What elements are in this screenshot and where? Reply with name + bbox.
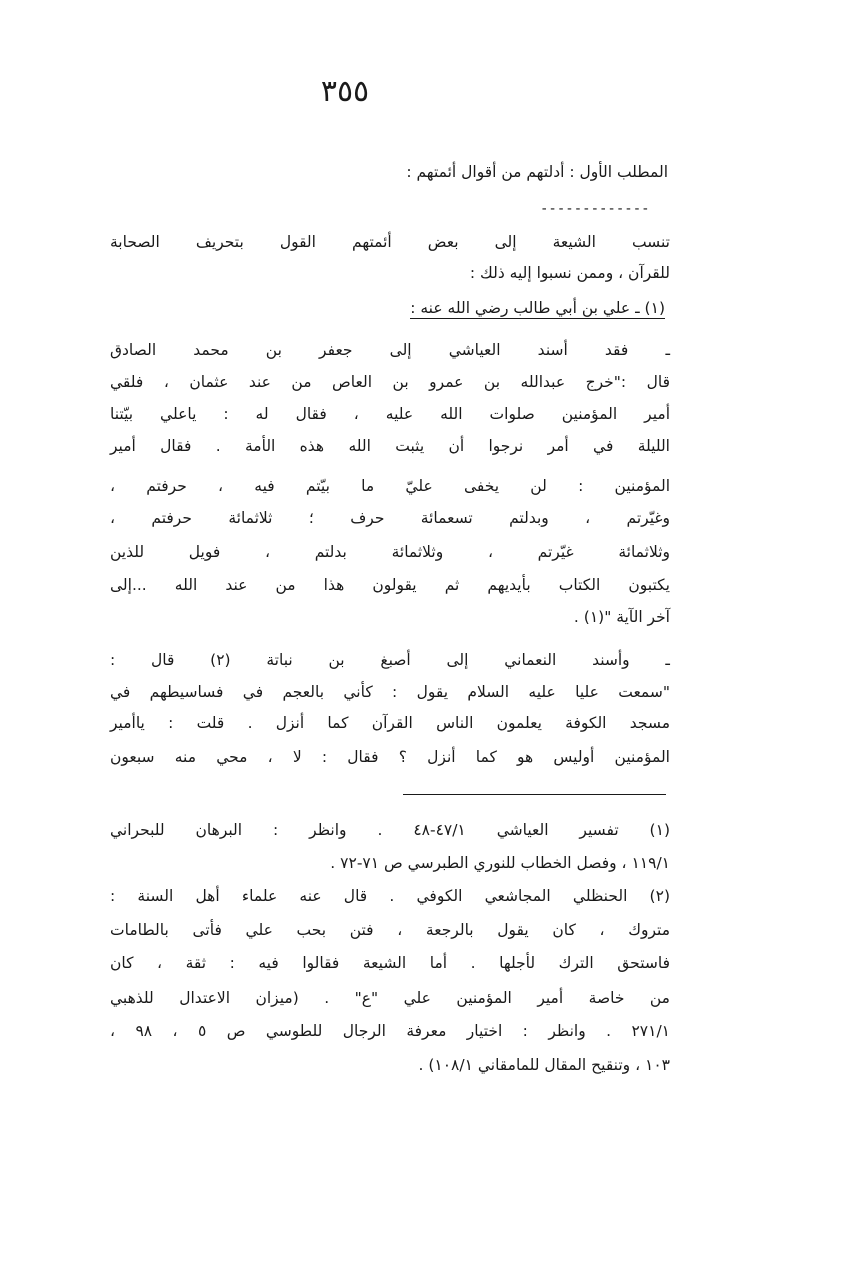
footnote-line-8: ١٠٣ ، وتنقيح المقال للمامقاني ١٠٨/١) . [418, 1056, 670, 1074]
footnote-separator [403, 794, 666, 795]
para1-line-6: وغيّرتم ، وبدلتم تسعمائة حرف ؛ ثلاثمائة حرفتم ، [110, 509, 670, 527]
para1-line-9: آخر الآية "(١) . [573, 608, 670, 626]
para2-line-1: ـ وأسند النعماني إلى أصبغ بن نباتة (٢) قال : [110, 651, 670, 669]
footnote-line-4: متروك ، كان يقول بالرجعة ، فتن بحب علي فأتى بالطامات [110, 921, 670, 939]
page-number: ٣٥٥ [320, 74, 370, 109]
intro-line-2: للقرآن ، وممن نسبوا إليه ذلك : [469, 264, 670, 282]
para1-line-3: أمير المؤمنين صلوات الله عليه ، فقال له : ياعلي بيّتنا [110, 405, 670, 423]
para1-line-1: ـ فقد أسند العياشي إلى جعفر بن محمد الصادق [110, 341, 670, 359]
footnote-line-2: ١١٩/١ ، وفصل الخطاب للنوري الطبرسي ص ٧١-٧٢ . [330, 854, 670, 872]
footnote-line-6: من خاصة أمير المؤمنين علي "ع" . (ميزان الاعتدال للذهبي [110, 989, 670, 1007]
para2-line-4: المؤمنين أوليس هو كما أنزل ؟ فقال : لا ، محي منه سبعون [110, 748, 670, 766]
para2-line-2: "سمعت عليا عليه السلام يقول : كأني بالعجم في فساسيطهم في [110, 683, 670, 701]
footnote-line-3: (٢) الحنظلي المجاشعي الكوفي . قال عنه علماء أهل السنة : [110, 887, 670, 905]
para1-line-8: يكتبون الكتاب بأيديهم ثم يقولون هذا من عند الله ...إلى [110, 576, 670, 594]
item-1-heading [410, 298, 665, 318]
para2-line-3: مسجد الكوفة يعلمون الناس القرآن كما أنزل . قلت : ياأمير [110, 714, 670, 732]
heading-rule: ------------- [540, 201, 650, 217]
intro-line-1: تنسب الشيعة إلى بعض أئمتهم القول بتحريف الصحابة [110, 233, 670, 251]
footnote-line-7: ٢٧١/١ . وانظر : اختيار معرفة الرجال للطوسي ص ٥ ، ٩٨ ، [110, 1022, 671, 1040]
footnote-line-5: فاستحق الترك لأجلها . أما الشيعة فقالوا فيه : ثقة ، كان [110, 954, 670, 972]
section-heading: المطلب الأول : أدلتهم من أقوال أئمتهم : [406, 163, 668, 181]
item-1-text: (١) ـ علي بن أبي طالب رضي الله عنه : [410, 299, 665, 317]
footnote-line-1: (١) تفسير العياشي ٤٧/١-٤٨ . وانظر : البرهان للبحراني [110, 821, 670, 839]
para1-line-7: وثلاثمائة غيّرتم ، وثلاثمائة بدلتم ، فويل للذين [110, 543, 670, 561]
para1-line-5: المؤمنين : لن يخفى عليّ ما بيّتم فيه ، حرفتم ، [110, 477, 670, 495]
para1-line-2: قال :"خرج عبدالله بن عمرو بن العاص من عند عثمان ، فلقي [110, 373, 670, 391]
para1-line-4: الليلة في أمر نرجوا أن يثبت الله هذه الأمة . فقال أمير [110, 437, 670, 455]
